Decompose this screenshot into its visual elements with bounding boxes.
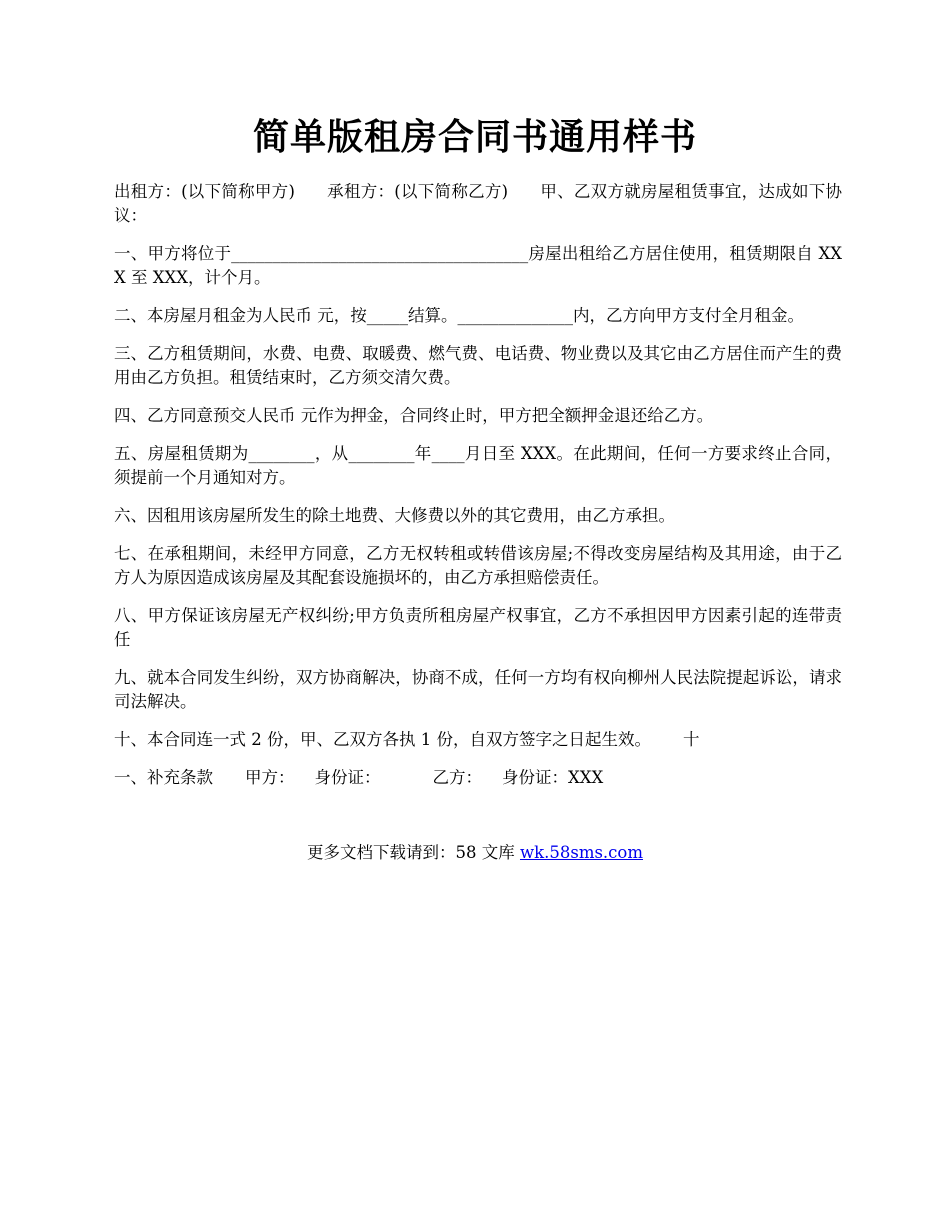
clause-1: 一、甲方将位于____________________________________房屋出租给乙方居住使用，租赁期限自 XXX 至 XXX，计个月。 xyxy=(114,244,842,287)
intro-paragraph xyxy=(114,180,842,228)
clause-9: 九、就本合同发生纠纷，双方协商解决，协商不成，任何一方均有权向柳州人民法院提起诉讼，请求司法解决。 xyxy=(114,668,842,711)
party-a-id-label: 身份证： xyxy=(314,768,381,787)
clause-8: 八、甲方保证该房屋无产权纠纷;甲方负责所租房屋产权事宜，乙方不承担因甲方因素引起的连带责任 xyxy=(114,606,842,649)
document-body xyxy=(114,180,842,790)
clause-11 xyxy=(114,766,842,790)
party-a-label: 甲方： xyxy=(245,768,295,787)
clause-5: 五、房屋租赁期为________，从________年____月日至 XXX。在此期间，任何一方要求终止合同，须提前一个月通知对方。 xyxy=(114,444,842,487)
footer-link[interactable]: wk.58sms.com xyxy=(519,843,643,862)
clause-3: 三、乙方租赁期间，水费、电费、取暖费、燃气费、电话费、物业费以及其它由乙方居住而产生的费用由乙方负担。租赁结束时，乙方须交清欠费。 xyxy=(114,344,842,387)
download-footer xyxy=(0,841,950,865)
party-b-id-label: 身份证：XXX xyxy=(502,768,604,787)
footer-text: 更多文档下载请到：58 文库 xyxy=(306,843,520,862)
clause-2: 二、本房屋月租金为人民币 元，按_____结算。______________内，乙方向甲方支付全月租金。 xyxy=(114,306,804,325)
clause-11-label: 一、补充条款 xyxy=(114,768,213,787)
clause-4: 四、乙方同意预交人民币 元作为押金，合同终止时，甲方把全额押金退还给乙方。 xyxy=(114,406,714,425)
clause-7: 七、在承租期间，未经甲方同意，乙方无权转租或转借该房屋;不得改变房屋结构及其用途，由于乙方人为原因造成该房屋及其配套设施损坏的，由乙方承担赔偿责任。 xyxy=(114,544,842,587)
clause-6: 六、因租用该房屋所发生的除土地费、大修费以外的其它费用，由乙方承担。 xyxy=(114,506,675,525)
party-b-label: 乙方： xyxy=(432,768,482,787)
document-title: 简单版租房合同书通用样书 xyxy=(252,116,697,158)
clause-10-text: 十、本合同连一式 2 份，甲、乙双方各执 1 份，自双方签字之日起生效。 xyxy=(114,730,651,749)
agreement-text: 甲、乙双方就房屋租赁事宜，达成如下协议： xyxy=(114,182,843,225)
lessee-label: 承租方：(以下简称乙方) xyxy=(326,182,509,201)
lessor-label: 出租方：(以下简称甲方) xyxy=(114,182,295,201)
clause-10-trailing: 十 xyxy=(682,730,700,749)
clause-10 xyxy=(114,728,842,752)
